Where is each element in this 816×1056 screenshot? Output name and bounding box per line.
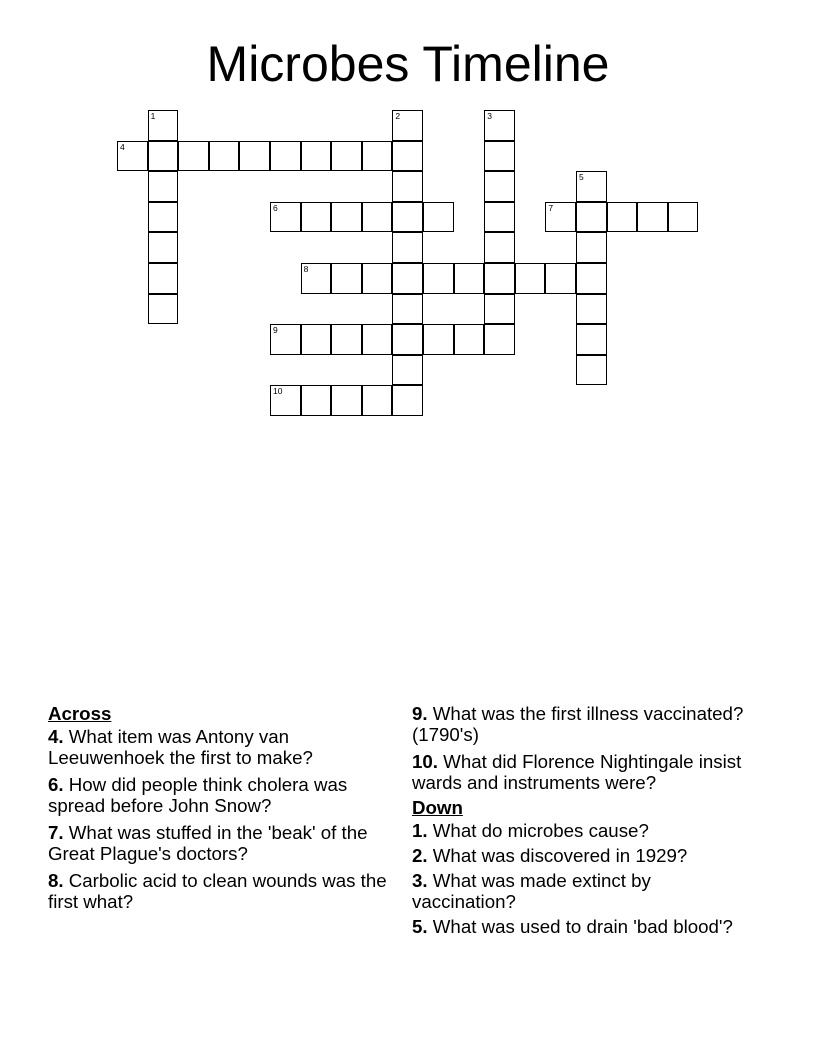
clue-start-number: 6 xyxy=(273,202,278,213)
grid-cell xyxy=(270,385,301,416)
grid-cell xyxy=(607,202,638,233)
grid-cell xyxy=(392,263,423,294)
clue-number: 5. xyxy=(412,916,428,937)
clue-start-number: 2 xyxy=(395,111,401,121)
grid-cell xyxy=(576,294,607,325)
grid-cell xyxy=(392,324,423,355)
clue-across-4 xyxy=(48,726,388,768)
clue-number: 8. xyxy=(48,870,64,891)
clue-across-8 xyxy=(48,870,388,912)
grid-cell xyxy=(576,202,607,233)
grid-cell xyxy=(148,232,179,263)
clue-start-number: 7 xyxy=(548,202,554,213)
grid-cell xyxy=(209,141,240,172)
clue-down-2 xyxy=(412,845,752,866)
clue-number: 10. xyxy=(412,751,438,772)
grid-cell xyxy=(484,202,515,233)
clue-text: What did Florence Nightingale insist wards and instruments were? xyxy=(412,751,742,793)
grid-cell xyxy=(576,355,607,386)
grid-cell xyxy=(362,263,393,294)
clue-text: What was discovered in 1929? xyxy=(427,845,688,866)
grid-cell xyxy=(576,232,607,263)
grid-cell xyxy=(270,202,301,233)
across-heading: Across xyxy=(48,703,112,724)
grid-cell xyxy=(545,202,576,233)
grid-cell xyxy=(576,171,607,202)
grid-cell xyxy=(392,355,423,386)
clue-text: How did people think cholera was spread before John Snow? xyxy=(48,774,348,816)
grid-cell xyxy=(545,263,576,294)
grid-cell xyxy=(362,202,393,233)
grid-cell xyxy=(484,232,515,263)
grid-cell xyxy=(454,324,485,355)
clue-number: 3. xyxy=(412,870,428,891)
grid-cell xyxy=(392,171,423,202)
grid-cell xyxy=(423,263,454,294)
clue-number: 9. xyxy=(412,703,428,724)
clue-down-3 xyxy=(412,870,752,912)
clue-across-6 xyxy=(48,774,388,816)
clue-number: 7. xyxy=(48,822,64,843)
grid-cell xyxy=(484,110,515,141)
grid-cell xyxy=(331,263,362,294)
grid-cell xyxy=(392,202,423,233)
grid-cell xyxy=(270,141,301,172)
grid-cell xyxy=(301,141,332,172)
clue-start-number: 9 xyxy=(273,325,278,336)
clue-text: What do microbes cause? xyxy=(427,820,649,841)
grid-cell xyxy=(148,110,179,141)
clue-text: What was the first illness vaccinated? (1790's) xyxy=(412,703,744,745)
grid-cell xyxy=(331,324,362,355)
grid-cell xyxy=(148,141,179,172)
clue-start-number: 4 xyxy=(120,141,125,152)
grid-cell xyxy=(362,324,393,355)
grid-cell xyxy=(362,141,393,172)
grid-cell xyxy=(423,324,454,355)
clue-down-1 xyxy=(412,820,752,841)
grid-cell xyxy=(301,263,332,294)
grid-cell xyxy=(301,202,332,233)
clue-number: 6. xyxy=(48,774,64,795)
grid-cell xyxy=(331,385,362,416)
grid-cell xyxy=(148,202,179,233)
clue-number: 4. xyxy=(48,726,64,747)
clues-left-column xyxy=(48,703,388,918)
grid-cell xyxy=(270,324,301,355)
grid-cell xyxy=(239,141,270,172)
clue-text: What was stuffed in the 'beak' of the Great Plague's doctors? xyxy=(48,822,368,864)
grid-cell xyxy=(178,141,209,172)
grid-cell xyxy=(392,232,423,263)
grid-cell xyxy=(148,294,179,325)
clue-text: What was made extinct by vaccination? xyxy=(412,870,651,912)
grid-cell xyxy=(484,294,515,325)
grid-cell xyxy=(392,294,423,325)
clue-down-5 xyxy=(412,916,752,937)
grid-cell xyxy=(668,202,699,233)
puzzle-title: Microbes Timeline xyxy=(206,36,610,92)
crossword-grid xyxy=(0,0,816,440)
grid-cell xyxy=(484,324,515,355)
grid-cell xyxy=(484,263,515,294)
grid-cell xyxy=(148,171,179,202)
grid-cell xyxy=(362,385,393,416)
clue-across-9 xyxy=(412,703,752,745)
grid-cell xyxy=(515,263,546,294)
grid-cell xyxy=(637,202,668,233)
grid-cell xyxy=(392,385,423,416)
grid-cell xyxy=(576,324,607,355)
grid-cell xyxy=(301,385,332,416)
clue-text: What item was Antony van Leeuwenhoek the first to make? xyxy=(48,726,313,768)
grid-cell xyxy=(392,110,423,141)
down-heading: Down xyxy=(412,797,463,818)
grid-cell xyxy=(484,171,515,202)
clue-text: What was used to drain 'bad blood'? xyxy=(427,916,733,937)
clue-across-10 xyxy=(412,751,752,793)
clue-number: 2. xyxy=(412,845,428,866)
grid-cell xyxy=(423,202,454,233)
grid-cell xyxy=(148,263,179,294)
grid-cell xyxy=(331,141,362,172)
grid-cell xyxy=(454,263,485,294)
grid-cell xyxy=(117,141,148,172)
grid-cell xyxy=(331,202,362,233)
grid-cell xyxy=(576,263,607,294)
clue-number: 1. xyxy=(412,820,428,841)
clue-start-number: 1 xyxy=(150,111,156,121)
clue-text: Carbolic acid to clean wounds was the first what? xyxy=(48,870,387,912)
clue-start-number: 5 xyxy=(579,172,584,183)
clue-start-number: 10 xyxy=(273,386,283,397)
clue-start-number: 8 xyxy=(303,264,309,274)
grid-cell xyxy=(392,141,423,172)
clues-right-column xyxy=(412,703,752,941)
grid-cell xyxy=(301,324,332,355)
grid-cell xyxy=(484,141,515,172)
clue-across-7 xyxy=(48,822,388,864)
clue-start-number: 3 xyxy=(487,111,492,121)
